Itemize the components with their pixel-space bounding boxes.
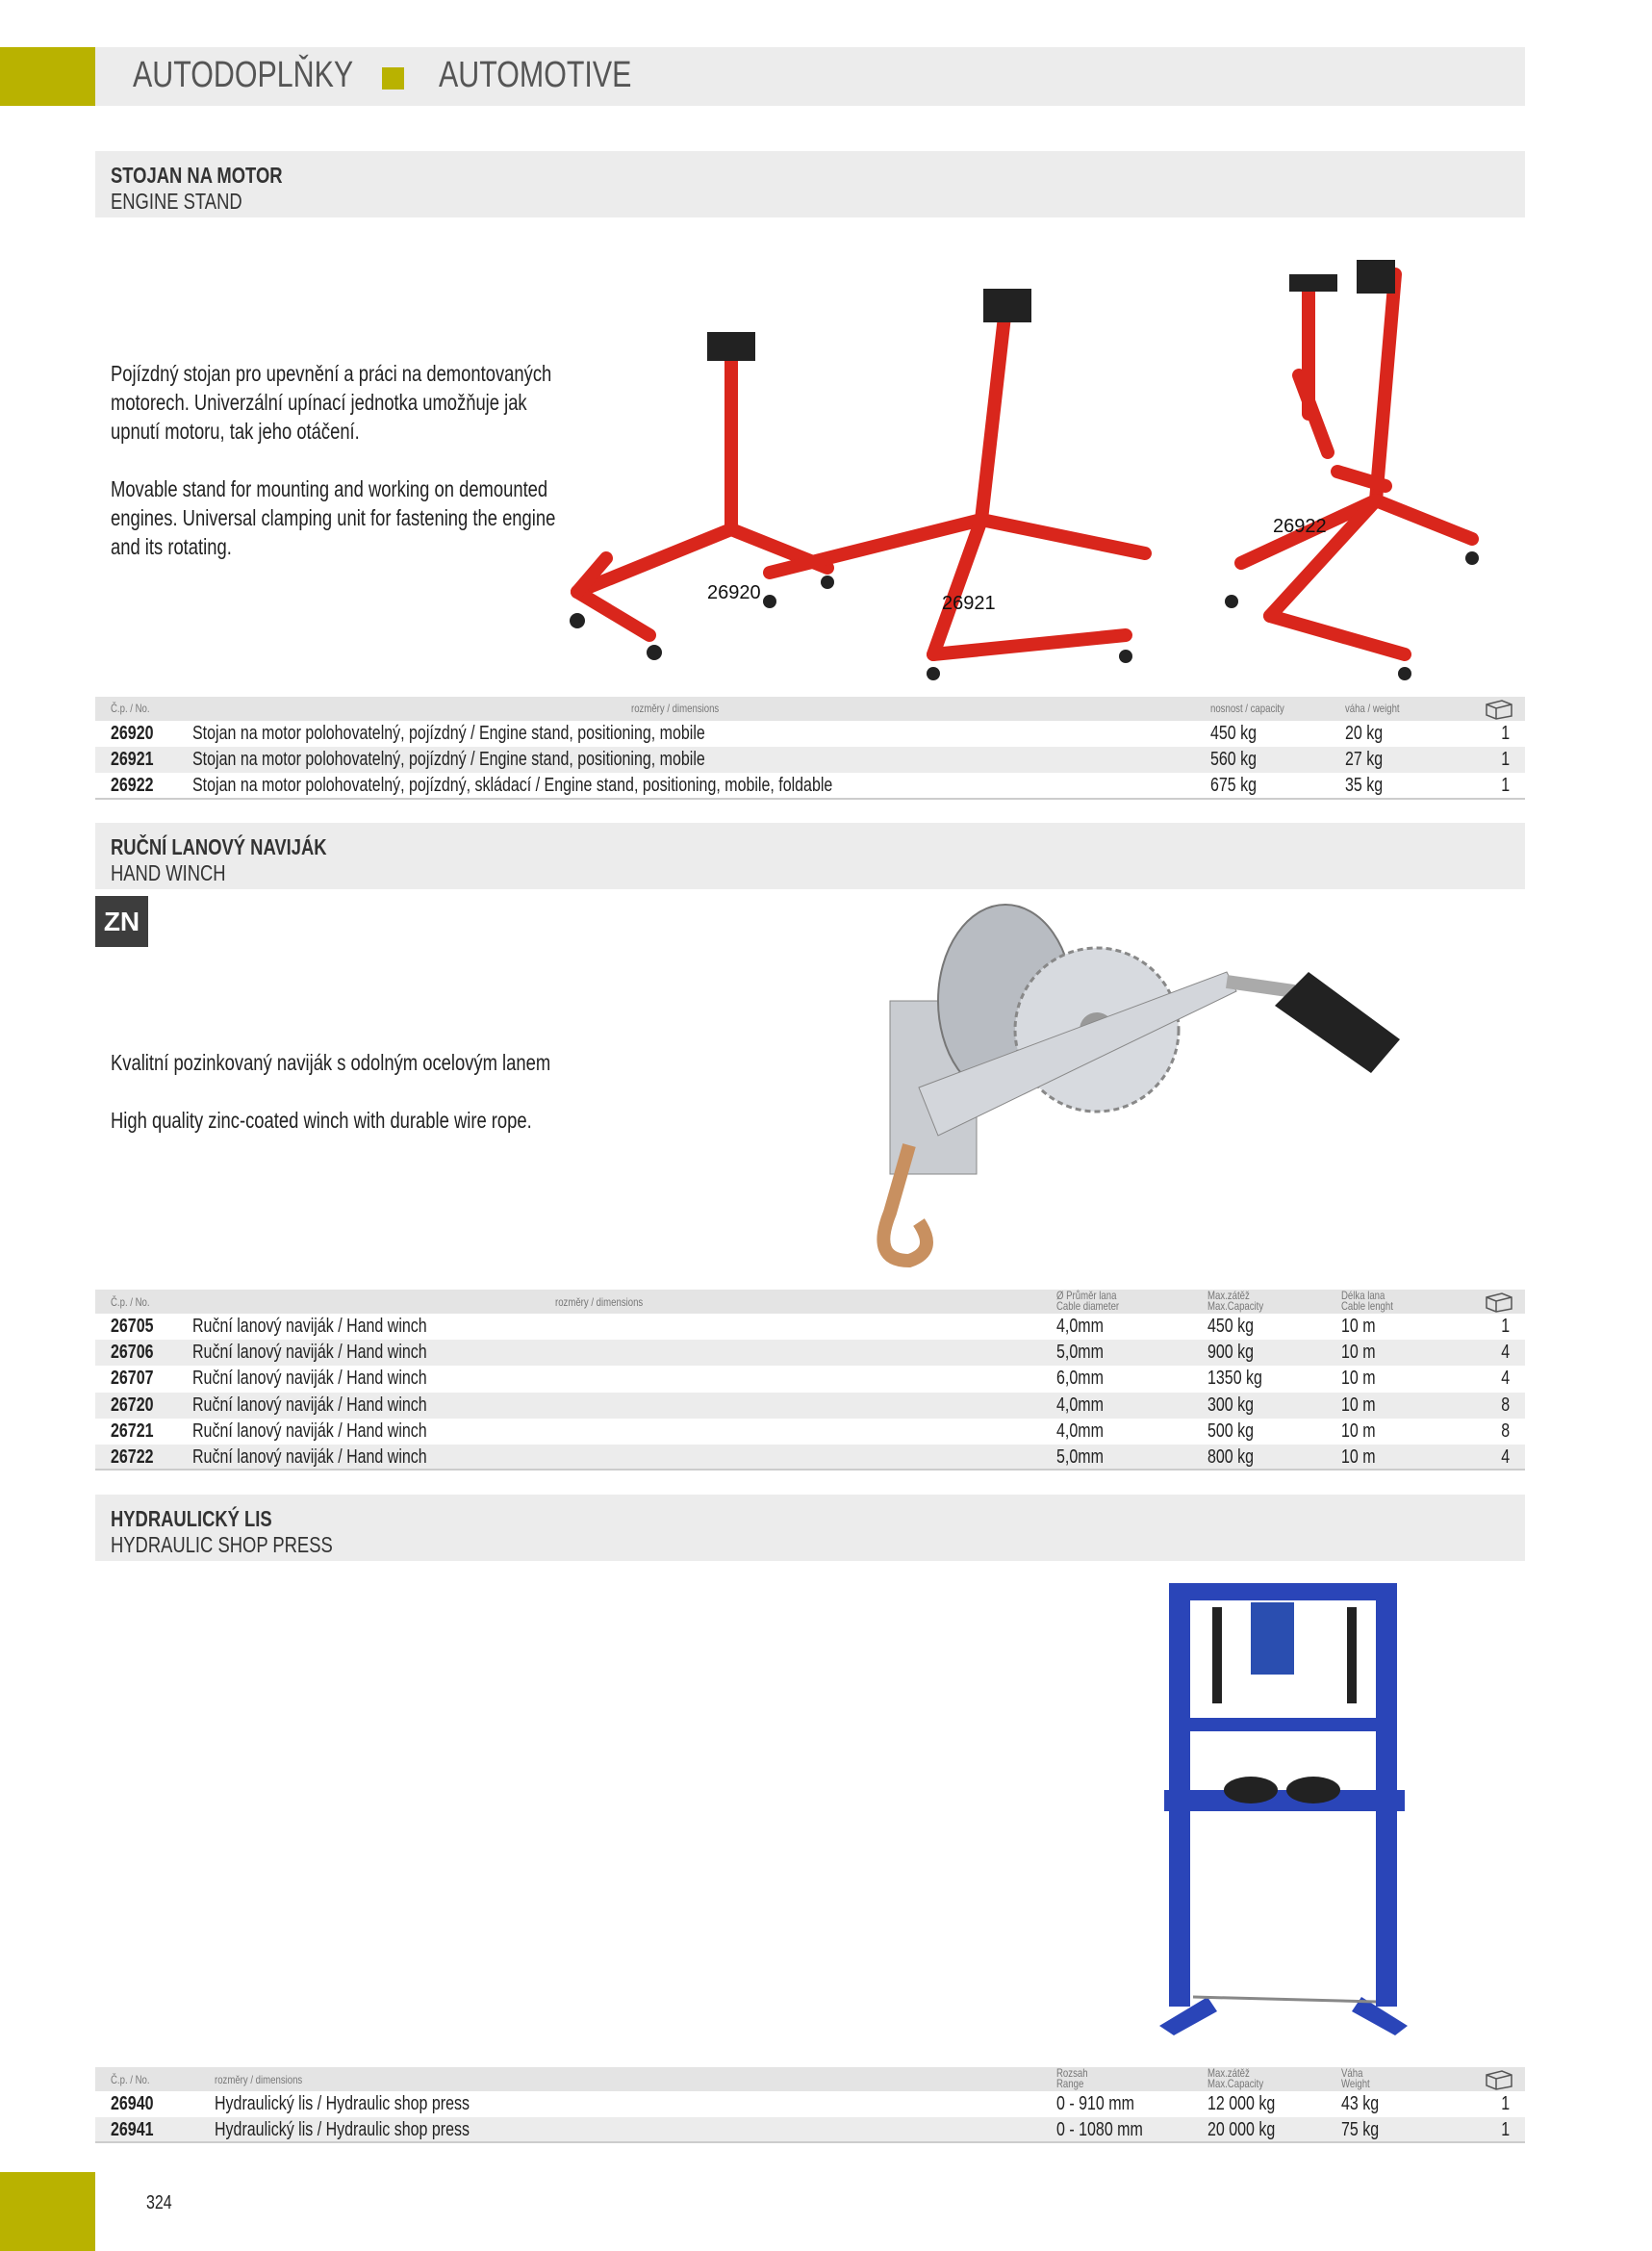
cell: 35 kg [1345,775,1384,797]
cell: 1350 kg [1207,1368,1262,1390]
col-weight-en: Weight [1341,2077,1370,2090]
package-qty: 1 [1501,1316,1510,1337]
engine-stands-image [548,231,1520,693]
col-capacity-en: Max.Capacity [1207,2077,1264,2090]
col-capacity: nosnost / capacity [1210,702,1284,715]
item-number: 26707 [111,1368,154,1390]
col-range-en: Range [1056,2077,1084,2090]
cell: 20 000 kg [1207,2119,1276,2141]
cell: 560 kg [1210,749,1258,771]
hand-winch-table [95,1290,1525,1471]
col-capacity: Max.zátěž [1207,2066,1250,2080]
table-row [95,2117,1525,2143]
cell: 75 kg [1341,2119,1380,2141]
item-number: 26921 [111,749,154,771]
desc-line: engines. Universal clamping unit for fastening the engine [111,505,556,530]
section-header-hand-winch [95,823,1525,889]
hydraulic-press-table [95,2067,1525,2143]
desc-line: Kvalitní pozinkovaný naviják s odolným ocelovým lanem [111,1050,551,1075]
col-diameter: Ø Průměr lana [1056,1289,1117,1302]
cell: 450 kg [1207,1316,1255,1337]
col-length-en: Cable lenght [1341,1299,1393,1313]
package-qty: 8 [1501,1394,1510,1416]
item-number: 26920 [111,723,154,744]
package-icon [1483,1292,1515,1313]
table-row [95,1393,1525,1419]
desc-line: Movable stand for mounting and working on demounted [111,476,548,501]
table-row [95,1366,1525,1392]
item-number: 26706 [111,1342,154,1364]
col-dimensions: rozměry / dimensions [631,702,720,715]
accent-block-bottom [0,2172,95,2251]
item-number: 26941 [111,2119,154,2141]
cell: Ruční lanový naviják / Hand winch [192,1445,427,1468]
package-qty: 1 [1501,2119,1510,2141]
page-number: 324 [146,2192,172,2213]
col-dimensions: rozměry / dimensions [555,1295,644,1309]
desc-line: upnutí motoru, tak jeho otáčení. [111,419,360,444]
cell: Stojan na motor polohovatelný, pojízdný / Engine stand, positioning, mobile [192,749,705,771]
description-cz [111,1048,660,1077]
cell: 10 m [1341,1394,1376,1416]
col-capacity: Max.zátěž [1207,1289,1250,1302]
section-header-engine-stand [95,151,1525,217]
table-row [95,1419,1525,1445]
zinc-badge: ZN [95,896,148,947]
item-number: 26721 [111,1420,154,1442]
item-number: 26720 [111,1394,154,1416]
table-header [95,697,1525,721]
accent-block-top [0,47,95,106]
cell: 675 kg [1210,775,1258,797]
col-diameter-en: Cable diameter [1056,1299,1120,1313]
section-subtitle: ENGINE STAND [111,189,242,214]
cell: 5,0mm [1056,1342,1104,1364]
cell: Stojan na motor polohovatelný, pojízdný / Engine stand, positioning, mobile [192,723,705,744]
package-qty: 4 [1501,1368,1510,1390]
cell: 4,0mm [1056,1420,1104,1442]
cell: Stojan na motor polohovatelný, pojízdný, skládací / Engine stand, positioning, mobile, foldable [192,775,833,797]
cell: Ruční lanový naviják / Hand winch [192,1368,427,1390]
col-no: Č.p. / No. [111,702,150,715]
package-qty: 8 [1501,1420,1510,1442]
cell: 4,0mm [1056,1316,1104,1337]
engine-stand-table [95,697,1525,800]
col-capacity-en: Max.Capacity [1207,1299,1264,1313]
cell: 43 kg [1341,2093,1380,2114]
cell: 800 kg [1207,1445,1255,1468]
cell: 6,0mm [1056,1368,1104,1390]
col-no: Č.p. / No. [111,1295,150,1309]
cell: 10 m [1341,1420,1376,1442]
item-number: 26705 [111,1316,154,1337]
cell: Hydraulický lis / Hydraulic shop press [215,2093,470,2114]
cell: 300 kg [1207,1394,1255,1416]
table-row [95,747,1525,773]
cell: 4,0mm [1056,1394,1104,1416]
cell: 900 kg [1207,1342,1255,1364]
table-row [95,1314,1525,1340]
desc-line: High quality zinc-coated winch with durable wire rope. [111,1108,532,1133]
cell: 27 kg [1345,749,1384,771]
table-row [95,1340,1525,1366]
cell: Ruční lanový naviják / Hand winch [192,1420,427,1442]
cell: 500 kg [1207,1420,1255,1442]
separator-square [382,67,404,90]
package-qty: 1 [1501,723,1510,744]
table-row [95,1445,1525,1471]
description-en [111,1106,637,1135]
package-qty: 1 [1501,775,1510,797]
col-weight: váha / weight [1345,702,1400,715]
section-header-hydraulic-press [95,1495,1525,1561]
image-label-26922: 26922 [1273,516,1327,537]
package-qty: 4 [1501,1342,1510,1364]
cell: 10 m [1341,1316,1376,1337]
table-row [95,773,1525,799]
item-number: 26722 [111,1445,154,1468]
desc-line: motorech. Univerzální upínací jednotka umožňuje jak [111,390,527,415]
cell: 10 m [1341,1368,1376,1390]
table-header [95,1290,1525,1314]
hand-winch-image [851,895,1419,1290]
cell: Ruční lanový naviják / Hand winch [192,1342,427,1364]
package-qty: 1 [1501,749,1510,771]
section-title: HYDRAULICKÝ LIS [111,1506,272,1531]
table-row [95,2091,1525,2117]
package-icon [1483,2069,1515,2090]
cell: 0 - 1080 mm [1056,2119,1143,2141]
table-header [95,2067,1525,2091]
section-subtitle: HYDRAULIC SHOP PRESS [111,1532,333,1557]
table-row [95,721,1525,747]
col-range: Rozsah [1056,2066,1088,2080]
category-header [95,47,1525,106]
col-dimensions: rozměry / dimensions [215,2073,303,2086]
desc-line: and its rotating. [111,534,232,559]
col-weight: Váha [1341,2066,1363,2080]
category-title-en: AUTOMOTIVE [439,55,632,95]
col-no: Č.p. / No. [111,2073,150,2086]
section-title: STOJAN NA MOTOR [111,163,283,188]
image-label-26921: 26921 [942,593,996,614]
section-title: RUČNÍ LANOVÝ NAVIJÁK [111,834,327,859]
cell: Ruční lanový naviják / Hand winch [192,1316,427,1337]
cell: 450 kg [1210,723,1258,744]
hydraulic-press-image [1159,1573,1410,2035]
col-length: Délka lana [1341,1289,1385,1302]
category-title-cz: AUTODOPLŇKY [133,55,354,95]
cell: 0 - 910 mm [1056,2093,1134,2114]
item-number: 26940 [111,2093,154,2114]
image-label-26920: 26920 [707,582,761,603]
cell: 10 m [1341,1342,1376,1364]
package-qty: 1 [1501,2093,1510,2114]
desc-line: Pojízdný stojan pro upevnění a práci na demontovaných [111,361,552,386]
package-icon [1483,699,1515,720]
cell: 20 kg [1345,723,1384,744]
item-number: 26922 [111,775,154,797]
cell: 10 m [1341,1445,1376,1468]
cell: Ruční lanový naviják / Hand winch [192,1394,427,1416]
cell: 12 000 kg [1207,2093,1276,2114]
section-subtitle: HAND WINCH [111,860,226,885]
cell: Hydraulický lis / Hydraulic shop press [215,2119,470,2141]
package-qty: 4 [1501,1445,1510,1468]
cell: 5,0mm [1056,1445,1104,1468]
